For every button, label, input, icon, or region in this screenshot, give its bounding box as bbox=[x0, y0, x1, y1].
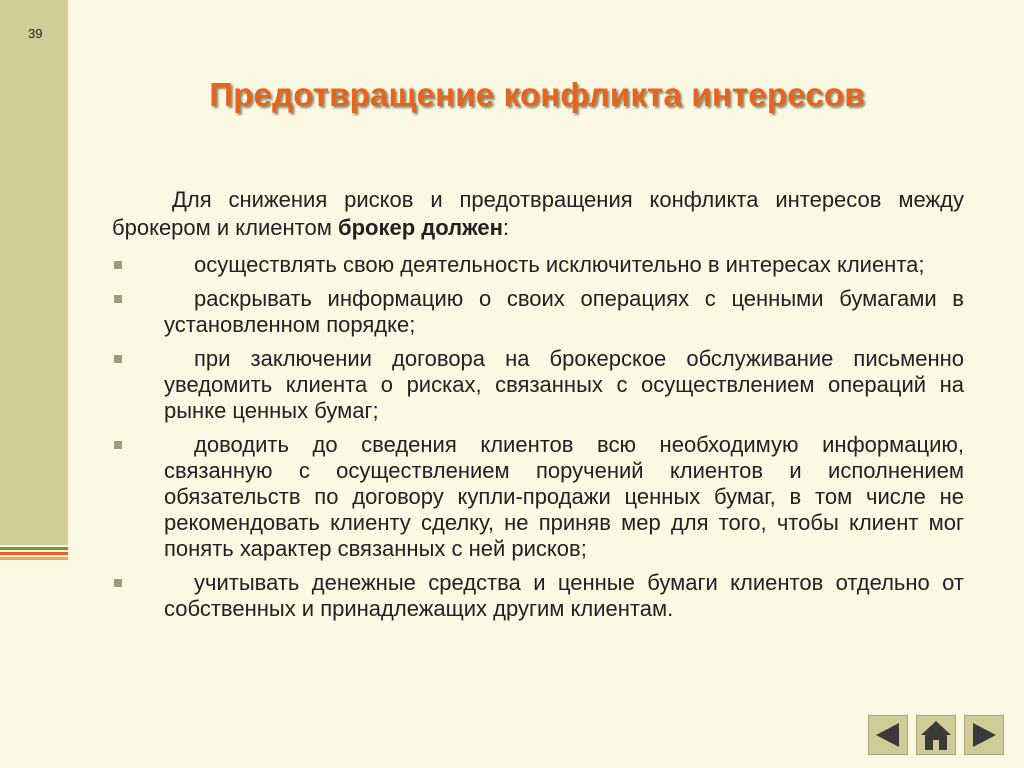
forward-button[interactable] bbox=[964, 715, 1004, 755]
list-item-text: учитывать денежные средства и ценные бумаги клиентов отдельно от собственных и принадлежащих другим клиентам. bbox=[164, 570, 964, 621]
list-item-text: раскрывать информацию о своих операциях с ценными бумагами в установленном порядке; bbox=[164, 286, 964, 337]
intro-bold-text: брокер должен bbox=[337, 215, 503, 240]
page-number: 39 bbox=[28, 26, 43, 41]
list-item bbox=[194, 252, 964, 278]
stripe-light-orange bbox=[0, 557, 68, 560]
square-bullet-icon bbox=[114, 295, 122, 303]
list-item-text: при заключении договора на брокерское обслуживание письменно уведомить клиента о рисках, связанных с осуществлением операций на рынке ценных бумаг; bbox=[164, 346, 964, 423]
triangle-right-icon bbox=[968, 719, 1000, 751]
back-button[interactable] bbox=[868, 715, 908, 755]
intro-paragraph bbox=[112, 186, 964, 242]
square-bullet-icon bbox=[114, 355, 122, 363]
list-item bbox=[164, 346, 964, 424]
intro-suffix: : bbox=[502, 215, 510, 240]
list-item bbox=[164, 432, 964, 562]
list-item bbox=[164, 286, 964, 338]
stripe-green bbox=[0, 547, 68, 550]
intro-text: Для снижения рисков и предотвращения конфликта интересов между брокером и клиентом bbox=[112, 187, 964, 240]
page-title: Предотвращение конфликта интересов bbox=[209, 76, 865, 113]
stripe-orange bbox=[0, 552, 68, 555]
square-bullet-icon bbox=[114, 579, 122, 587]
square-bullet-icon bbox=[114, 261, 122, 269]
decorative-stripes bbox=[0, 547, 68, 562]
square-bullet-icon bbox=[114, 441, 122, 449]
bullet-list bbox=[112, 252, 964, 622]
home-button[interactable] bbox=[916, 715, 956, 755]
list-item-text: осуществлять свою деятельность исключительно в интересах клиента; bbox=[194, 252, 925, 277]
list-item-text: доводить до сведения клиентов всю необходимую информацию, связанную с осуществлением поручений клиентов и исполнением обязательств по договору купли-продажи ценных бумаг, в том числе не рекомендовать клиенту сделку, не приняв мер для того, чтобы клиент мог понять характер связанных с ней рисков; bbox=[164, 432, 964, 561]
slide-content bbox=[112, 186, 964, 630]
house-icon bbox=[919, 718, 953, 752]
triangle-left-icon bbox=[872, 719, 904, 751]
list-item bbox=[164, 570, 964, 622]
